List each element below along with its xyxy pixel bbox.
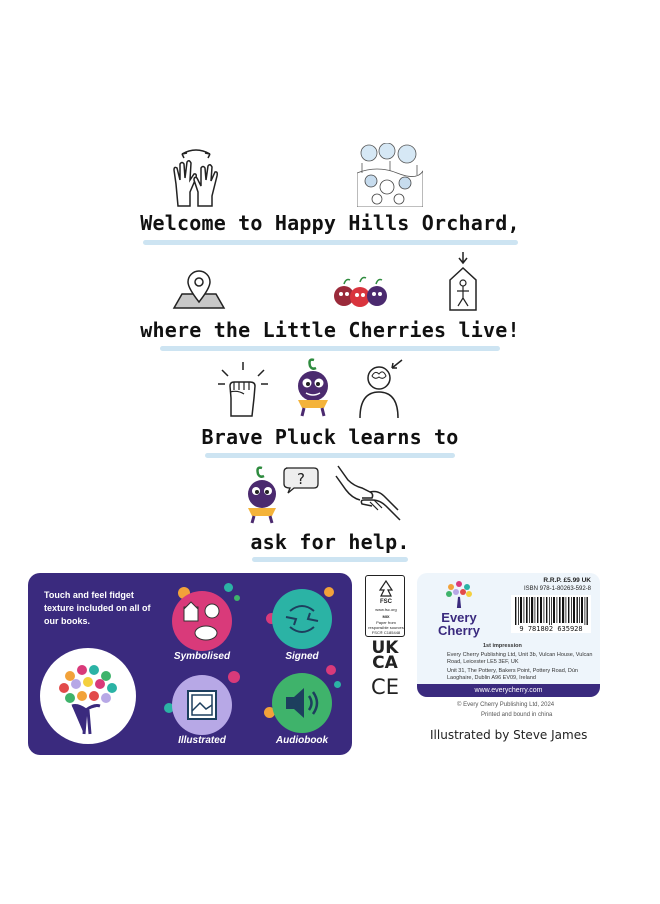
fsc-mix: MIX [382,614,390,619]
thinking-person-icon [358,358,404,420]
printed-note: Printed and bound in china [481,712,553,718]
story-line-1: Welcome to Happy Hills Orchard, [140,211,520,235]
rrp-price: R.R.P. £5.99 UK [543,577,591,584]
ukca-line-2: CA [372,653,398,673]
orchard-scene-icon [357,143,423,207]
picture-icon [172,675,232,735]
symbols-icon [172,591,232,651]
person-at-home-icon [447,252,479,312]
helping-hands-icon [334,462,402,524]
fsc-name: FSC [380,599,392,605]
decor-dot [334,681,341,688]
pluck-cherry-character-icon [292,356,334,418]
barcode [511,595,591,633]
book-info-card [417,573,600,697]
copyright-note: © Every Cherry Publishing Ltd, 2024 [457,702,555,708]
fidget-texture-note: Touch and feel fidget texture included on all of our books. [44,590,151,626]
fsc-certification-logo [365,575,405,637]
pluck-asking-question-icon [244,462,320,524]
story-line-4: ask for help. [250,530,410,554]
map-location-icon [172,270,226,310]
isbn-number: ISBN 978-1-80263-592-8 [523,586,591,592]
little-cherries-group-icon [332,276,390,310]
every-cherry-wordmark [431,611,487,637]
story-underline-4 [252,557,408,562]
publisher-address-ie: Unit 31, The Pottery, Bakers Point, Pottery Road, Dún Laoghaire, Dublin A96 EV09, Ireland [447,668,578,681]
feature-illustrated-badge [172,675,232,735]
story-line-2: where the Little Cherries live! [140,318,520,342]
barcode-number: 9 781802 635928 [519,625,583,633]
story-underline-3 [205,453,455,458]
fsc-website: www.fsc.org [375,607,397,612]
publisher-address-uk: Every Cherry Publishing Ltd, Unit 3b, Vulcan House, Vulcan Road, Leicester LE5 3EF, UK [447,652,593,665]
impression-note: 1st impression [483,643,522,649]
brave-fist-icon [216,360,270,418]
feature-signed-badge [272,589,332,649]
ukca-line-1: UK [371,638,399,658]
feature-label-signed: Signed [285,651,319,662]
ukca-mark [366,638,404,673]
fsc-license-code: FSC® C185448 [371,630,401,635]
signing-hands-icon [272,589,332,649]
barcode-bars-icon [511,595,591,625]
ce-mark: CE [371,675,399,699]
feature-label-illustrated: Illustrated [178,735,226,746]
story-underline-1 [143,240,518,245]
fsc-paper-note: Paper from responsible sources [368,620,404,630]
feature-label-symbolised: Symbolised [173,651,231,662]
story-underline-2 [160,346,500,351]
publisher-website[interactable]: www.everycherry.com [417,684,600,697]
waving-hands-icon [168,146,224,208]
brand-line-2: Cherry [438,623,480,638]
illustrator-credit: Illustrated by Steve James [430,728,588,742]
decor-dot [234,595,240,601]
features-panel [28,573,352,755]
fsc-tree-check-icon [376,580,396,598]
brand-line-1: Every [441,610,477,625]
every-cherry-tree-icon [441,579,477,609]
story-line-3: Brave Pluck learns to [201,425,459,449]
feature-label-audiobook: Audiobook [275,735,329,746]
speaker-icon [272,673,332,733]
brand-tree-badge [40,648,136,744]
svg-text:?: ? [297,470,305,488]
cherry-tree-logo-icon [40,648,136,744]
feature-symbolised-badge [172,591,232,651]
feature-audiobook-badge [272,673,332,733]
